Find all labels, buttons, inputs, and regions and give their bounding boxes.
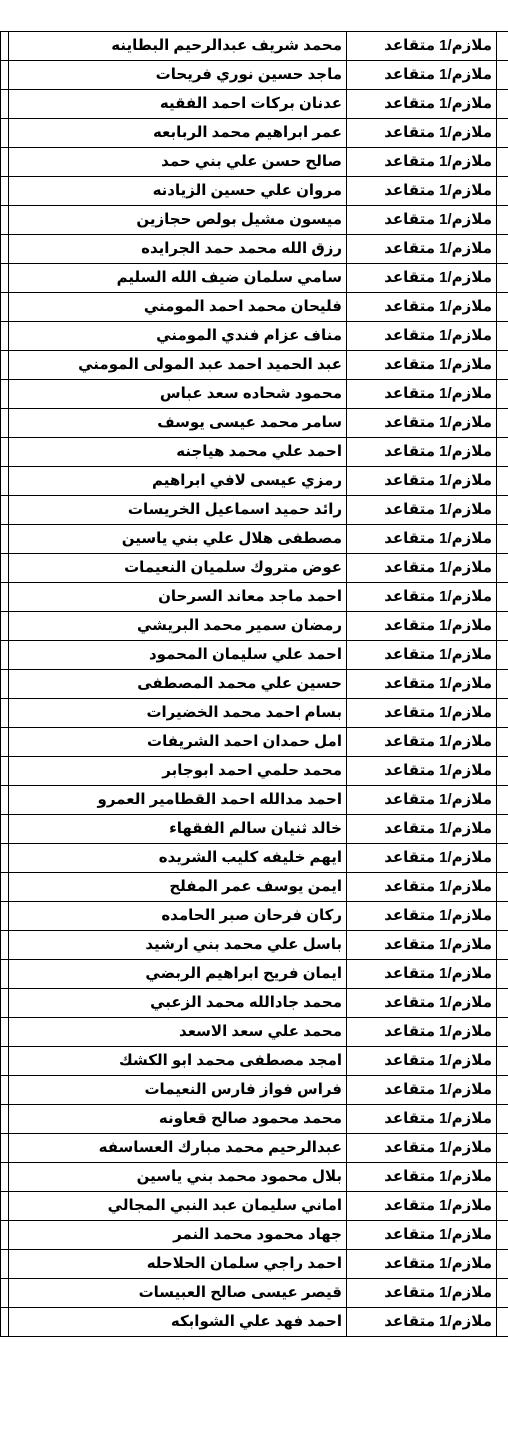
table-row (1, 641, 508, 670)
rank-cell: ملازم/1 متقاعد (347, 1076, 497, 1105)
edge-cell-right (497, 960, 508, 989)
name-cell: خالد ثنيان سالم الفقهاء (9, 815, 347, 844)
edge-cell-left (1, 32, 9, 61)
edge-cell-right (497, 786, 508, 815)
name-cell: ماجد حسين نوري فريحات (9, 61, 347, 90)
rank-cell: ملازم/1 متقاعد (347, 525, 497, 554)
edge-cell-left (1, 902, 9, 931)
edge-cell-right (497, 409, 508, 438)
table-row (1, 61, 508, 90)
edge-cell-left (1, 1221, 9, 1250)
rank-cell: ملازم/1 متقاعد (347, 438, 497, 467)
rank-cell: ملازم/1 متقاعد (347, 902, 497, 931)
name-cell: سامر محمد عيسى يوسف (9, 409, 347, 438)
table-row (1, 1105, 508, 1134)
edge-cell-left (1, 177, 9, 206)
name-cell: احمد راجي سلمان الحلاحله (9, 1250, 347, 1279)
rank-cell: ملازم/1 متقاعد (347, 1279, 497, 1308)
table-row (1, 409, 508, 438)
name-cell: عمر ابراهيم محمد الربابعه (9, 119, 347, 148)
table-row (1, 32, 508, 61)
name-cell: ايمان فريح ابراهيم الربضي (9, 960, 347, 989)
name-cell: مروان علي حسين الزيادنه (9, 177, 347, 206)
edge-cell-left (1, 815, 9, 844)
edge-cell-left (1, 670, 9, 699)
edge-cell-left (1, 1192, 9, 1221)
edge-cell-left (1, 61, 9, 90)
edge-cell-left (1, 119, 9, 148)
edge-cell-right (497, 989, 508, 1018)
rank-cell: ملازم/1 متقاعد (347, 61, 497, 90)
name-cell: احمد علي سليمان المحمود (9, 641, 347, 670)
table-row (1, 322, 508, 351)
name-cell: رزق الله محمد حمد الجرايده (9, 235, 347, 264)
edge-cell-right (497, 670, 508, 699)
table-row (1, 1134, 508, 1163)
table-row (1, 873, 508, 902)
name-cell: مناف عزام فندي المومني (9, 322, 347, 351)
edge-cell-right (497, 757, 508, 786)
edge-cell-left (1, 1105, 9, 1134)
edge-cell-left (1, 467, 9, 496)
roster-body (1, 32, 508, 1337)
edge-cell-left (1, 496, 9, 525)
name-cell: حسين علي محمد المصطفى (9, 670, 347, 699)
table-row (1, 786, 508, 815)
edge-cell-right (497, 119, 508, 148)
edge-cell-left (1, 844, 9, 873)
name-cell: فراس فواز فارس النعيمات (9, 1076, 347, 1105)
edge-cell-left (1, 264, 9, 293)
rank-cell: ملازم/1 متقاعد (347, 699, 497, 728)
table-row (1, 496, 508, 525)
edge-cell-left (1, 583, 9, 612)
edge-cell-left (1, 409, 9, 438)
name-cell: عبدالرحيم محمد مبارك العساسفه (9, 1134, 347, 1163)
edge-cell-right (497, 177, 508, 206)
name-cell: احمد ماجد معاند السرحان (9, 583, 347, 612)
edge-cell-right (497, 32, 508, 61)
edge-cell-left (1, 728, 9, 757)
edge-cell-right (497, 1221, 508, 1250)
edge-cell-right (497, 554, 508, 583)
edge-cell-right (497, 1076, 508, 1105)
edge-cell-left (1, 641, 9, 670)
edge-cell-right (497, 90, 508, 119)
edge-cell-left (1, 1163, 9, 1192)
rank-cell: ملازم/1 متقاعد (347, 1250, 497, 1279)
rank-cell: ملازم/1 متقاعد (347, 32, 497, 61)
edge-cell-left (1, 1018, 9, 1047)
rank-cell: ملازم/1 متقاعد (347, 989, 497, 1018)
name-cell: فليحان محمد احمد المومني (9, 293, 347, 322)
rank-cell: ملازم/1 متقاعد (347, 467, 497, 496)
name-cell: عوض متروك سلميان النعيمات (9, 554, 347, 583)
rank-cell: ملازم/1 متقاعد (347, 583, 497, 612)
edge-cell-left (1, 960, 9, 989)
table-row (1, 583, 508, 612)
edge-cell-left (1, 757, 9, 786)
name-cell: قيصر عيسى صالح العبيسات (9, 1279, 347, 1308)
name-cell: رائد حميد اسماعيل الخريسات (9, 496, 347, 525)
edge-cell-left (1, 699, 9, 728)
name-cell: ميسون مشيل بولص حجازين (9, 206, 347, 235)
rank-cell: ملازم/1 متقاعد (347, 757, 497, 786)
name-cell: امل حمدان احمد الشريفات (9, 728, 347, 757)
name-cell: صالح حسن علي بني حمد (9, 148, 347, 177)
rank-cell: ملازم/1 متقاعد (347, 409, 497, 438)
table-row (1, 1250, 508, 1279)
name-cell: ايمن يوسف عمر المفلح (9, 873, 347, 902)
table-row (1, 177, 508, 206)
rank-cell: ملازم/1 متقاعد (347, 670, 497, 699)
table-row (1, 1221, 508, 1250)
name-cell: مصطفى هلال علي بني ياسين (9, 525, 347, 554)
edge-cell-left (1, 206, 9, 235)
table-row (1, 438, 508, 467)
table-row (1, 90, 508, 119)
table-row (1, 264, 508, 293)
table-row (1, 728, 508, 757)
rank-cell: ملازم/1 متقاعد (347, 931, 497, 960)
edge-cell-left (1, 1279, 9, 1308)
table-row (1, 815, 508, 844)
edge-cell-right (497, 264, 508, 293)
name-cell: ايهم خليفه كليب الشريده (9, 844, 347, 873)
edge-cell-left (1, 525, 9, 554)
rank-cell: ملازم/1 متقاعد (347, 1192, 497, 1221)
edge-cell-right (497, 931, 508, 960)
table-row (1, 380, 508, 409)
name-cell: بسام احمد محمد الخضيرات (9, 699, 347, 728)
name-cell: رمزي عيسى لافي ابراهيم (9, 467, 347, 496)
table-row (1, 902, 508, 931)
table-row (1, 1076, 508, 1105)
edge-cell-left (1, 554, 9, 583)
table-row (1, 612, 508, 641)
name-cell: امجد مصطفى محمد ابو الكشك (9, 1047, 347, 1076)
edge-cell-right (497, 380, 508, 409)
edge-cell-right (497, 1018, 508, 1047)
table-row (1, 1163, 508, 1192)
edge-cell-right (497, 873, 508, 902)
roster-sheet (0, 31, 508, 1337)
rank-cell: ملازم/1 متقاعد (347, 1134, 497, 1163)
edge-cell-right (497, 1308, 508, 1337)
rank-cell: ملازم/1 متقاعد (347, 1308, 497, 1337)
edge-cell-left (1, 786, 9, 815)
edge-cell-right (497, 351, 508, 380)
edge-cell-left (1, 1134, 9, 1163)
table-row (1, 670, 508, 699)
name-cell: محمد حلمي احمد ابوجابر (9, 757, 347, 786)
rank-cell: ملازم/1 متقاعد (347, 1047, 497, 1076)
rank-cell: ملازم/1 متقاعد (347, 351, 497, 380)
edge-cell-left (1, 438, 9, 467)
rank-cell: ملازم/1 متقاعد (347, 641, 497, 670)
edge-cell-right (497, 612, 508, 641)
rank-cell: ملازم/1 متقاعد (347, 322, 497, 351)
table-row (1, 1018, 508, 1047)
edge-cell-right (497, 728, 508, 757)
edge-cell-right (497, 206, 508, 235)
name-cell: احمد فهد علي الشوابكه (9, 1308, 347, 1337)
edge-cell-left (1, 931, 9, 960)
edge-cell-left (1, 1047, 9, 1076)
rank-cell: ملازم/1 متقاعد (347, 235, 497, 264)
name-cell: عدنان بركات احمد الفقيه (9, 90, 347, 119)
table-row (1, 1279, 508, 1308)
table-row (1, 467, 508, 496)
table-row (1, 119, 508, 148)
edge-cell-right (497, 641, 508, 670)
edge-cell-left (1, 293, 9, 322)
edge-cell-right (497, 902, 508, 931)
table-row (1, 931, 508, 960)
edge-cell-right (497, 815, 508, 844)
rank-cell: ملازم/1 متقاعد (347, 612, 497, 641)
edge-cell-right (497, 293, 508, 322)
table-row (1, 235, 508, 264)
edge-cell-right (497, 1192, 508, 1221)
edge-cell-left (1, 1076, 9, 1105)
table-row (1, 989, 508, 1018)
edge-cell-right (497, 699, 508, 728)
edge-cell-left (1, 1250, 9, 1279)
edge-cell-right (497, 1163, 508, 1192)
rank-cell: ملازم/1 متقاعد (347, 264, 497, 293)
name-cell: محمد علي سعد الاسعد (9, 1018, 347, 1047)
rank-cell: ملازم/1 متقاعد (347, 496, 497, 525)
edge-cell-left (1, 1308, 9, 1337)
rank-cell: ملازم/1 متقاعد (347, 380, 497, 409)
table-row (1, 699, 508, 728)
table-row (1, 960, 508, 989)
table-row (1, 148, 508, 177)
rank-cell: ملازم/1 متقاعد (347, 1221, 497, 1250)
name-cell: سامي سلمان ضيف الله السليم (9, 264, 347, 293)
rank-cell: ملازم/1 متقاعد (347, 1105, 497, 1134)
rank-cell: ملازم/1 متقاعد (347, 293, 497, 322)
name-cell: عبد الحميد احمد عبد المولى المومني (9, 351, 347, 380)
rank-cell: ملازم/1 متقاعد (347, 815, 497, 844)
edge-cell-right (497, 235, 508, 264)
table-row (1, 1047, 508, 1076)
roster-table (0, 31, 508, 1337)
rank-cell: ملازم/1 متقاعد (347, 728, 497, 757)
rank-cell: ملازم/1 متقاعد (347, 1163, 497, 1192)
edge-cell-right (497, 583, 508, 612)
edge-cell-right (497, 844, 508, 873)
edge-cell-left (1, 989, 9, 1018)
edge-cell-right (497, 148, 508, 177)
rank-cell: ملازم/1 متقاعد (347, 960, 497, 989)
rank-cell: ملازم/1 متقاعد (347, 177, 497, 206)
edge-cell-right (497, 1279, 508, 1308)
name-cell: محمد جادالله محمد الزعبي (9, 989, 347, 1018)
table-row (1, 525, 508, 554)
edge-cell-right (497, 1105, 508, 1134)
rank-cell: ملازم/1 متقاعد (347, 844, 497, 873)
name-cell: محمد محمود صالح قعاونه (9, 1105, 347, 1134)
table-row (1, 1192, 508, 1221)
table-row (1, 554, 508, 583)
rank-cell: ملازم/1 متقاعد (347, 148, 497, 177)
rank-cell: ملازم/1 متقاعد (347, 90, 497, 119)
name-cell: اماني سليمان عبد النبي المجالي (9, 1192, 347, 1221)
edge-cell-right (497, 525, 508, 554)
name-cell: احمد مدالله احمد القطامير العمرو (9, 786, 347, 815)
table-row (1, 293, 508, 322)
name-cell: احمد علي محمد هياجنه (9, 438, 347, 467)
edge-cell-right (497, 467, 508, 496)
edge-cell-left (1, 873, 9, 902)
name-cell: محمود شحاده سعد عباس (9, 380, 347, 409)
edge-cell-left (1, 322, 9, 351)
edge-cell-left (1, 351, 9, 380)
edge-cell-right (497, 1134, 508, 1163)
name-cell: محمد شريف عبدالرحيم البطاينه (9, 32, 347, 61)
name-cell: جهاد محمود محمد النمر (9, 1221, 347, 1250)
rank-cell: ملازم/1 متقاعد (347, 786, 497, 815)
name-cell: باسل علي محمد بني ارشيد (9, 931, 347, 960)
rank-cell: ملازم/1 متقاعد (347, 206, 497, 235)
rank-cell: ملازم/1 متقاعد (347, 873, 497, 902)
edge-cell-left (1, 90, 9, 119)
edge-cell-right (497, 61, 508, 90)
rank-cell: ملازم/1 متقاعد (347, 554, 497, 583)
rank-cell: ملازم/1 متقاعد (347, 119, 497, 148)
edge-cell-right (497, 1250, 508, 1279)
edge-cell-right (497, 438, 508, 467)
name-cell: ركان فرحان صبر الحامده (9, 902, 347, 931)
edge-cell-right (497, 1047, 508, 1076)
edge-cell-left (1, 380, 9, 409)
edge-cell-right (497, 322, 508, 351)
edge-cell-left (1, 235, 9, 264)
table-row (1, 1308, 508, 1337)
rank-cell: ملازم/1 متقاعد (347, 1018, 497, 1047)
table-row (1, 206, 508, 235)
edge-cell-left (1, 612, 9, 641)
table-row (1, 757, 508, 786)
name-cell: رمضان سمير محمد البريشي (9, 612, 347, 641)
edge-cell-left (1, 148, 9, 177)
table-row (1, 844, 508, 873)
edge-cell-right (497, 496, 508, 525)
table-row (1, 351, 508, 380)
name-cell: بلال محمود محمد بني ياسين (9, 1163, 347, 1192)
